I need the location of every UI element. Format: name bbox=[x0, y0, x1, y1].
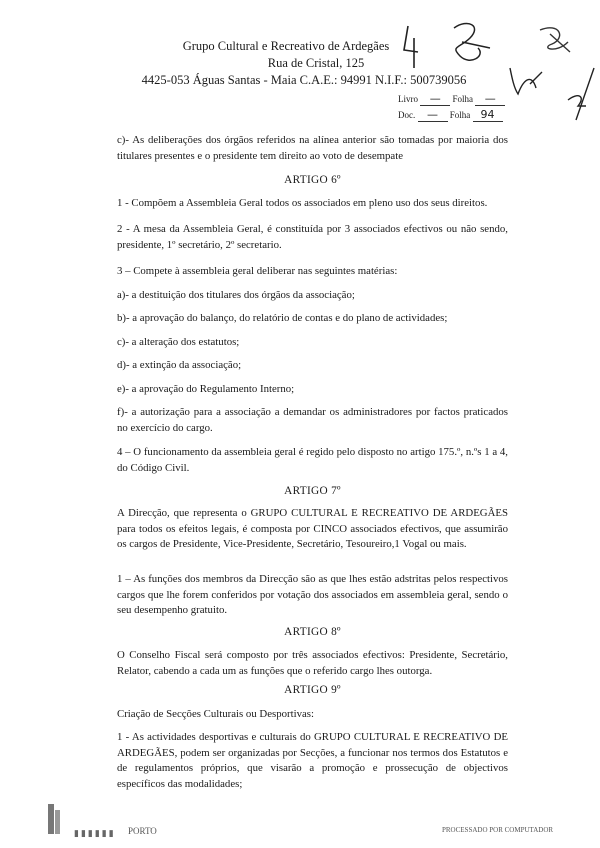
footer-right-text: PROCESSADO POR COMPUTADOR bbox=[442, 826, 554, 834]
header-name: Grupo Cultural e Recreativo de Ardegães bbox=[182, 39, 390, 53]
heading-artigo-6: ARTIGO 6º bbox=[284, 174, 341, 186]
paragraph-6-3: 3 – Compete à assembleia geral deliberar nas seguintes matérias: bbox=[117, 265, 398, 277]
footer-barcode: ▮▮▮▮▮▮ bbox=[74, 828, 116, 838]
item-b: b)- a aprovação do balanço, do relatório de contas e do plano de actividades; bbox=[117, 312, 448, 324]
paragraph-9-1: 1 - As actividades desportivas e culturais do GRUPO CULTURAL E RECREATIVO DE ARDEGÃES, podem ser organizadas por Secções, a funcionar nos termos dos Estatutos e de regulamentos próprios, que visarão a promoção e prossecução de objectivos específicos das modalidades; bbox=[117, 731, 508, 790]
folha2-value: 94 bbox=[473, 108, 503, 122]
book-reference-livro bbox=[398, 92, 505, 106]
paragraph-7-1: 1 – As funções dos membros da Direcção são as que lhes estão adstritas pelos respectivos cargos que lhe forem conferidos por votação dos associados em assembleia geral, sendo o seu desempenho gratuito. bbox=[117, 573, 508, 616]
paragraph-7-direccao: A Direcção, que representa o GRUPO CULTURAL E RECREATIVO DE ARDEGÃES para todos os efeitos legais, é composta por CINCO associados efectivos, que assumirão os cargos de Presidente, Vice-Presidente, Secretário, Tesoureiro,1 Vogal ou mais. bbox=[117, 507, 508, 550]
book-reference-doc bbox=[398, 108, 503, 122]
livro-value: — bbox=[420, 92, 450, 106]
heading-artigo-9: ARTIGO 9º bbox=[284, 684, 341, 696]
folha-value: — bbox=[475, 92, 505, 106]
paragraph-8-conselho-fiscal: O Conselho Fiscal será composto por três associados efectivos: Presidente, Secretário, Relator, cabendo a cada um as funções que o referido cargo lhes outorga. bbox=[117, 649, 508, 677]
paragraph-6-4: 4 – O funcionamento da assembleia geral é regido pelo disposto no artigo 175.º, n.ºs 1 a 4, do Código Civil. bbox=[117, 446, 508, 474]
footer-left-text: PORTO bbox=[128, 826, 157, 836]
stamp-mark-image bbox=[42, 800, 68, 840]
item-a: a)- a destituição dos titulares dos órgãos da associação; bbox=[117, 289, 355, 301]
livro-label: Livro bbox=[398, 94, 418, 104]
doc-label: Doc. bbox=[398, 110, 416, 120]
item-d: d)- a extinção da associação; bbox=[117, 359, 242, 371]
heading-artigo-7: ARTIGO 7º bbox=[284, 485, 341, 497]
header-tax-info: 4425-053 Águas Santas - Maia C.A.E.: 94991 N.I.F.: 500739056 bbox=[141, 73, 467, 87]
paragraph-6-1: 1 - Compõem a Assembleia Geral todos os associados em pleno uso dos seus direitos. bbox=[117, 197, 488, 209]
heading-artigo-8: ARTIGO 8º bbox=[284, 626, 341, 638]
item-f: f)- a autorização para a associação a demandar os administradores por factos praticados no exercício do cargo. bbox=[117, 406, 508, 434]
paragraph-6-2: 2 - A mesa da Assembleia Geral, é constituída por 3 associados efectivos ou não sendo, presidente, 1º secretário, 2º secretario. bbox=[117, 223, 508, 251]
item-c: c)- a alteração dos estatutos; bbox=[117, 336, 240, 348]
folha2-label: Folha bbox=[449, 110, 471, 120]
folha-label: Folha bbox=[452, 94, 474, 104]
paragraph-9-intro: Criação de Secções Culturais ou Desportivas: bbox=[117, 708, 314, 720]
paragraph-c-deliberacoes: c)- As deliberações dos órgãos referidos na alínea anterior são tomadas por maioria dos titulares presentes e o presidente tem direito ao voto de desempate bbox=[117, 134, 508, 162]
item-e: e)- a aprovação do Regulamento Interno; bbox=[117, 383, 295, 395]
header-address: Rua de Cristal, 125 bbox=[267, 56, 365, 70]
doc-value: — bbox=[418, 108, 448, 122]
